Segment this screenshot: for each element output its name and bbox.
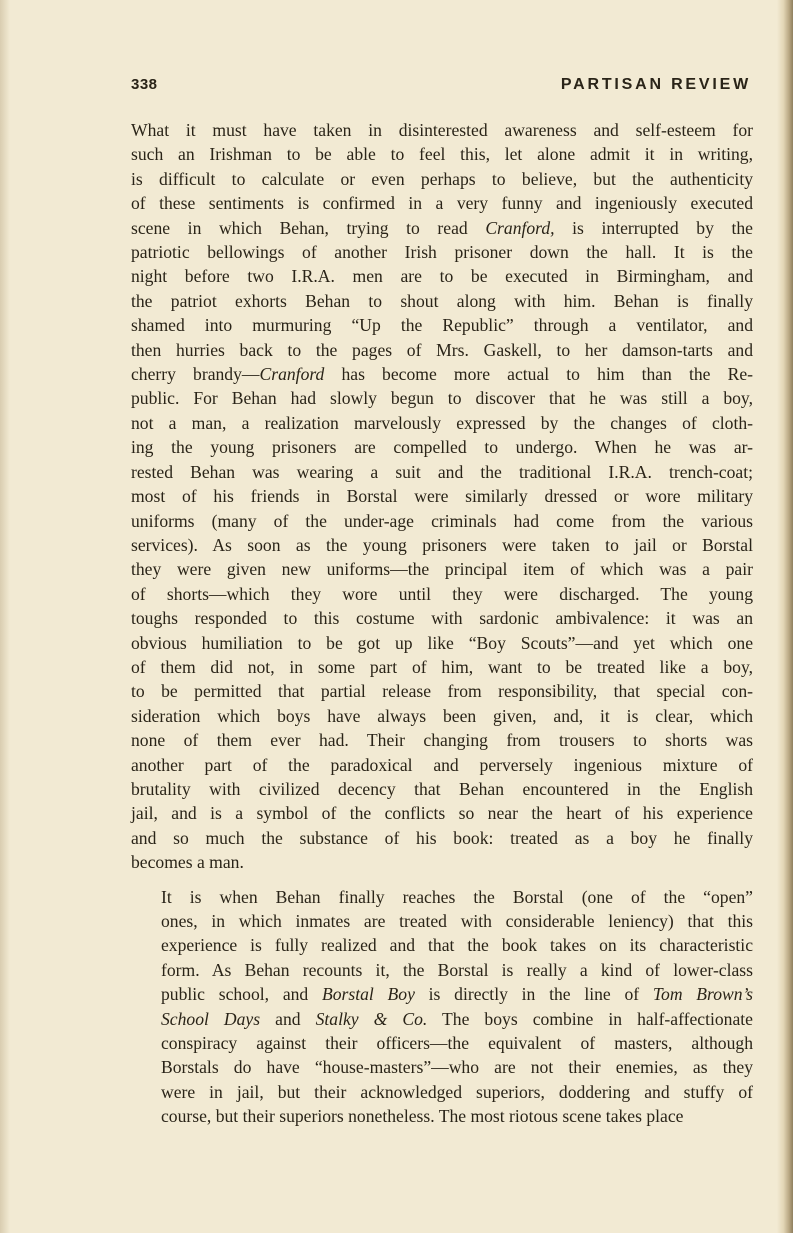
text-line — [131, 704, 753, 728]
text-run: not a man, a realization marvelously expressed by the changes of cloth- — [131, 412, 753, 433]
text-line — [131, 216, 753, 240]
italic-title: Cranford, — [485, 217, 555, 238]
text-line — [131, 1104, 753, 1128]
text-run: toughs responded to this costume with sardonic ambivalence: it was an — [131, 608, 753, 629]
text-line — [131, 1080, 753, 1104]
text-line — [131, 909, 753, 933]
text-line — [131, 933, 753, 957]
text-run: ing the young prisoners are compelled to undergo. When he was ar- — [131, 437, 753, 458]
text-run: shamed into murmuring “Up the Republic” through a ventilator, and — [131, 315, 753, 336]
text-line — [131, 1007, 753, 1031]
italic-title: Borstal Boy — [321, 984, 415, 1005]
text-run: jail, and is a symbol of the conflicts so near the heart of his experience — [131, 803, 753, 824]
text-run: sideration which boys have always been given, and, it is clear, which — [131, 705, 753, 726]
text-run: the patriot exhorts Behan to shout along with him. Behan is finally — [131, 290, 753, 311]
text-line — [131, 313, 753, 337]
text-line — [131, 362, 753, 386]
text-line — [131, 801, 753, 825]
text-run: and so much the substance of his book: treated as a boy he finally — [131, 827, 753, 848]
text-line — [131, 509, 753, 533]
text-line — [131, 191, 753, 215]
text-line — [131, 118, 753, 142]
text-run: night before two I.R.A. men are to be executed in Birmingham, and — [131, 266, 753, 287]
text-line — [131, 435, 753, 459]
paragraph — [131, 118, 753, 875]
text-run: most of his friends in Borstal were similarly dressed or wore military — [131, 486, 753, 507]
text-run: rested Behan was wearing a suit and the traditional I.R.A. trench-coat; — [131, 461, 753, 482]
text-run: is interrupted by the — [554, 217, 753, 238]
text-line — [131, 982, 753, 1006]
text-line — [131, 557, 753, 581]
text-run: has become more actual to him than the Re- — [324, 364, 753, 385]
text-line — [131, 777, 753, 801]
text-line — [131, 386, 753, 410]
text-line — [131, 1055, 753, 1079]
text-run: patriotic bellowings of another Irish prisoner down the hall. It is the — [131, 242, 753, 263]
text-line — [131, 167, 753, 191]
text-run: uniforms (many of the under-age criminals had come from the various — [131, 510, 753, 531]
text-run: such an Irishman to be able to feel this, let alone admit it in writing, — [131, 144, 753, 165]
text-line — [131, 533, 753, 557]
text-run: then hurries back to the pages of Mrs. Gaskell, to her damson-tarts and — [131, 339, 753, 360]
running-head: PARTISAN REVIEW — [560, 76, 751, 93]
text-run: The boys combine in half-affectionate — [427, 1008, 753, 1029]
italic-title: Stalky & Co. — [315, 1008, 428, 1029]
text-run: and — [260, 1008, 316, 1029]
text-run: becomes a man. — [131, 852, 244, 873]
text-run: course, but their superiors nonetheless. The most riotous scene takes place — [161, 1106, 684, 1127]
text-run: Borstals do have “house-masters”—who are not their enemies, as they — [161, 1057, 753, 1078]
text-run: to be permitted that partial release from responsibility, that special con- — [131, 681, 753, 702]
page-edge-right — [777, 0, 793, 1233]
text-run: public school, and — [161, 984, 322, 1005]
text-line — [131, 411, 753, 435]
text-line — [131, 240, 753, 264]
text-run: of these sentiments is confirmed in a very funny and ingeniously executed — [131, 193, 753, 214]
text-run: experience is fully realized and that the book takes on its characteristic — [161, 935, 753, 956]
text-line — [131, 850, 753, 874]
text-line — [131, 655, 753, 679]
text-run: form. As Behan recounts it, the Borstal is really a kind of lower-class — [161, 959, 753, 980]
text-run: is difficult to calculate or even perhaps to believe, but the authenticity — [131, 168, 753, 189]
italic-title: School Days — [161, 1008, 261, 1029]
text-run: scene in which Behan, trying to read — [131, 217, 486, 238]
text-run: brutality with civilized decency that Behan encountered in the English — [131, 778, 753, 799]
text-line — [131, 460, 753, 484]
text-run: cherry brandy— — [131, 364, 260, 385]
text-line — [131, 1031, 753, 1055]
text-run: conspiracy against their officers—the equivalent of masters, although — [161, 1033, 753, 1054]
text-line — [131, 958, 753, 982]
text-run: of shorts—which they wore until they were discharged. The young — [131, 583, 753, 604]
text-run: is directly in the line of — [414, 984, 653, 1005]
text-run: ones, in which inmates are treated with considerable leniency) that this — [161, 911, 753, 931]
article-body — [131, 118, 753, 1129]
text-line — [131, 484, 753, 508]
text-line — [131, 631, 753, 655]
text-run: another part of the paradoxical and perversely ingenious mixture of — [131, 754, 753, 775]
text-run: were in jail, but their acknowledged superiors, doddering and stuffy of — [161, 1081, 753, 1102]
text-line — [131, 826, 753, 850]
text-run: of them did not, in some part of him, want to be treated like a boy, — [131, 656, 753, 677]
page-number: 338 — [131, 76, 158, 93]
text-run: they were given new uniforms—the principal item of which was a pair — [131, 559, 753, 580]
text-line — [131, 264, 753, 288]
text-line — [131, 289, 753, 313]
text-line — [131, 885, 753, 909]
text-line — [131, 142, 753, 166]
text-line — [131, 606, 753, 630]
text-line — [131, 679, 753, 703]
italic-title: Cranford — [259, 364, 325, 385]
italic-title: Tom Brown’s — [652, 984, 754, 1005]
paragraph — [131, 885, 753, 1129]
text-line — [131, 338, 753, 362]
page-header — [131, 76, 751, 102]
text-run: none of them ever had. Their changing from trousers to shorts was — [131, 730, 753, 751]
page-edge-left — [0, 0, 10, 1233]
text-run: public. For Behan had slowly begun to discover that he was still a boy, — [131, 388, 753, 409]
text-run: services). As soon as the young prisoners were taken to jail or Borstal — [131, 534, 753, 555]
text-line — [131, 728, 753, 752]
text-run: It is when Behan finally reaches the Borstal (one of the “open” — [161, 886, 753, 907]
text-line — [131, 582, 753, 606]
text-line — [131, 753, 753, 777]
text-run: What it must have taken in disinterested awareness and self-esteem for — [131, 120, 753, 140]
text-run: obvious humiliation to be got up like “Boy Scouts”—and yet which one — [131, 632, 753, 653]
